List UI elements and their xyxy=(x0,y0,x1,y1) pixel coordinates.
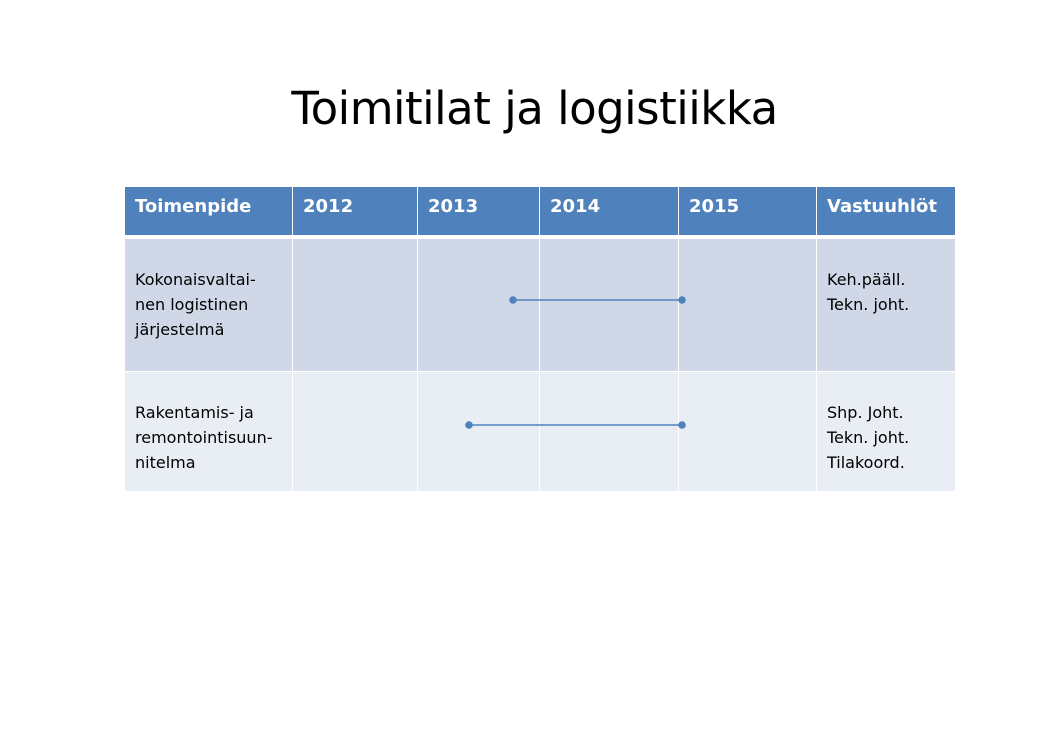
action-line: Kokonaisvaltai- xyxy=(135,270,256,289)
schedule-table xyxy=(125,187,955,492)
responsible-line: Tekn. joht. xyxy=(827,428,910,447)
responsible-line: Tilakoord. xyxy=(827,453,905,472)
responsible-line: Tekn. joht. xyxy=(827,295,910,314)
year-cell xyxy=(418,239,540,372)
action-line: Rakentamis- ja xyxy=(135,403,254,422)
action-cell xyxy=(125,239,293,372)
action-cell xyxy=(125,372,293,492)
header-year-2014: 2014 xyxy=(540,187,679,239)
header-year-2013: 2013 xyxy=(418,187,540,239)
year-cell xyxy=(418,372,540,492)
responsible-cell xyxy=(817,239,955,372)
year-cell xyxy=(540,239,679,372)
header-action: Toimenpide xyxy=(125,187,293,239)
year-cell xyxy=(679,239,817,372)
year-cell xyxy=(679,372,817,492)
header-year-2015: 2015 xyxy=(679,187,817,239)
responsible-line: Keh.pääll. xyxy=(827,270,906,289)
table-row xyxy=(125,372,955,492)
action-line: järjestelmä xyxy=(135,320,225,339)
schedule-table-wrap xyxy=(125,187,955,495)
responsible-line: Shp. Joht. xyxy=(827,403,904,422)
slide-title: Toimitilat ja logistiikka xyxy=(291,82,778,135)
table-row xyxy=(125,239,955,372)
header-responsible: Vastuuhlöt xyxy=(817,187,955,239)
header-year-2012: 2012 xyxy=(293,187,418,239)
header-row xyxy=(125,187,955,239)
year-cell xyxy=(540,372,679,492)
year-cell xyxy=(293,239,418,372)
action-line: nitelma xyxy=(135,453,196,472)
action-line: remontointisuun- xyxy=(135,428,273,447)
responsible-cell xyxy=(817,372,955,492)
year-cell xyxy=(293,372,418,492)
action-line: nen logistinen xyxy=(135,295,249,314)
